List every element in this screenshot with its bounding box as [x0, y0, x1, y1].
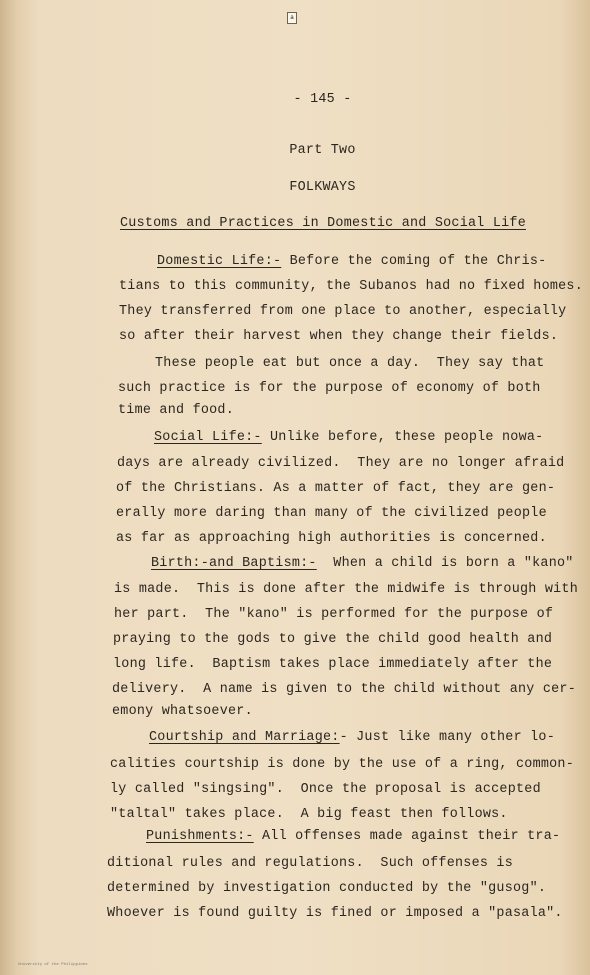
- subheading-domestic-life: Domestic Life:-: [157, 254, 282, 269]
- paragraph-line: Social Life:- Unlike before, these people nowa-: [154, 430, 544, 445]
- paragraph-line: Domestic Life:- Before the coming of the Chris-: [157, 254, 547, 269]
- paragraph-line: her part. The "kano" is performed for the purpose of: [114, 607, 554, 622]
- section-title: FOLKWAYS: [289, 180, 356, 195]
- paragraph-line: emony whatsoever.: [112, 704, 253, 719]
- paragraph-line: calities courtship is done by the use of a ring, common-: [110, 757, 574, 772]
- subheading-birth-baptism: Birth:-and Baptism:-: [151, 556, 317, 571]
- paragraph-line: ditional rules and regulations. Such offenses is: [107, 856, 513, 871]
- paragraph-line: such practice is for the purpose of economy of both: [118, 381, 541, 396]
- paragraph-line: days are already civilized. They are no longer afraid: [117, 456, 565, 471]
- paragraph-line: as far as approaching high authorities is concerned.: [116, 531, 547, 546]
- paragraph-line: time and food.: [118, 403, 234, 418]
- paragraph-line: They transferred from one place to another, especially: [119, 304, 567, 319]
- paragraph-line: is made. This is done after the midwife is through with: [114, 582, 578, 597]
- paragraph-line: long life. Baptism takes place immediately after the: [113, 657, 553, 672]
- part-title: Part Two: [289, 143, 356, 158]
- chapter-heading: Customs and Practices in Domestic and Social Life: [120, 216, 526, 231]
- paragraph-line: Whoever is found guilty is fined or imposed a "pasala".: [107, 906, 563, 921]
- subheading-social-life: Social Life:-: [154, 430, 262, 445]
- page-tab-marker: a: [287, 12, 297, 24]
- subheading-punishments: Punishments:-: [146, 829, 254, 844]
- paragraph-line: ly called "singsing". Once the proposal is accepted: [110, 782, 541, 797]
- paragraph-line: so after their harvest when they change their fields.: [119, 329, 559, 344]
- paragraph-line: of the Christians. As a matter of fact, they are gen-: [116, 481, 556, 496]
- paragraph-line: erally more daring than many of the civilized people: [116, 506, 547, 521]
- paragraph-line: delivery. A name is given to the child without any cer-: [112, 682, 576, 697]
- paragraph-line: tians to this community, the Subanos had no fixed homes.: [119, 279, 583, 294]
- paragraph-line: Birth:-and Baptism:- When a child is born a "kano": [151, 556, 574, 571]
- footer-note: University of the Philippines: [18, 963, 88, 967]
- paragraph-line: determined by investigation conducted by the "gusog".: [107, 881, 547, 896]
- paragraph-line: praying to the gods to give the child good health and: [113, 632, 553, 647]
- subheading-courtship-marriage: Courtship and Marriage:: [149, 730, 340, 745]
- paragraph-line: Courtship and Marriage:- Just like many other lo-: [149, 730, 556, 745]
- paragraph-line: These people eat but once a day. They say that: [155, 356, 545, 371]
- paragraph-line: Punishments:- All offenses made against their tra-: [146, 829, 561, 844]
- page-number: - 145 -: [293, 92, 352, 107]
- paragraph-line: "taltal" takes place. A big feast then follows.: [110, 807, 508, 822]
